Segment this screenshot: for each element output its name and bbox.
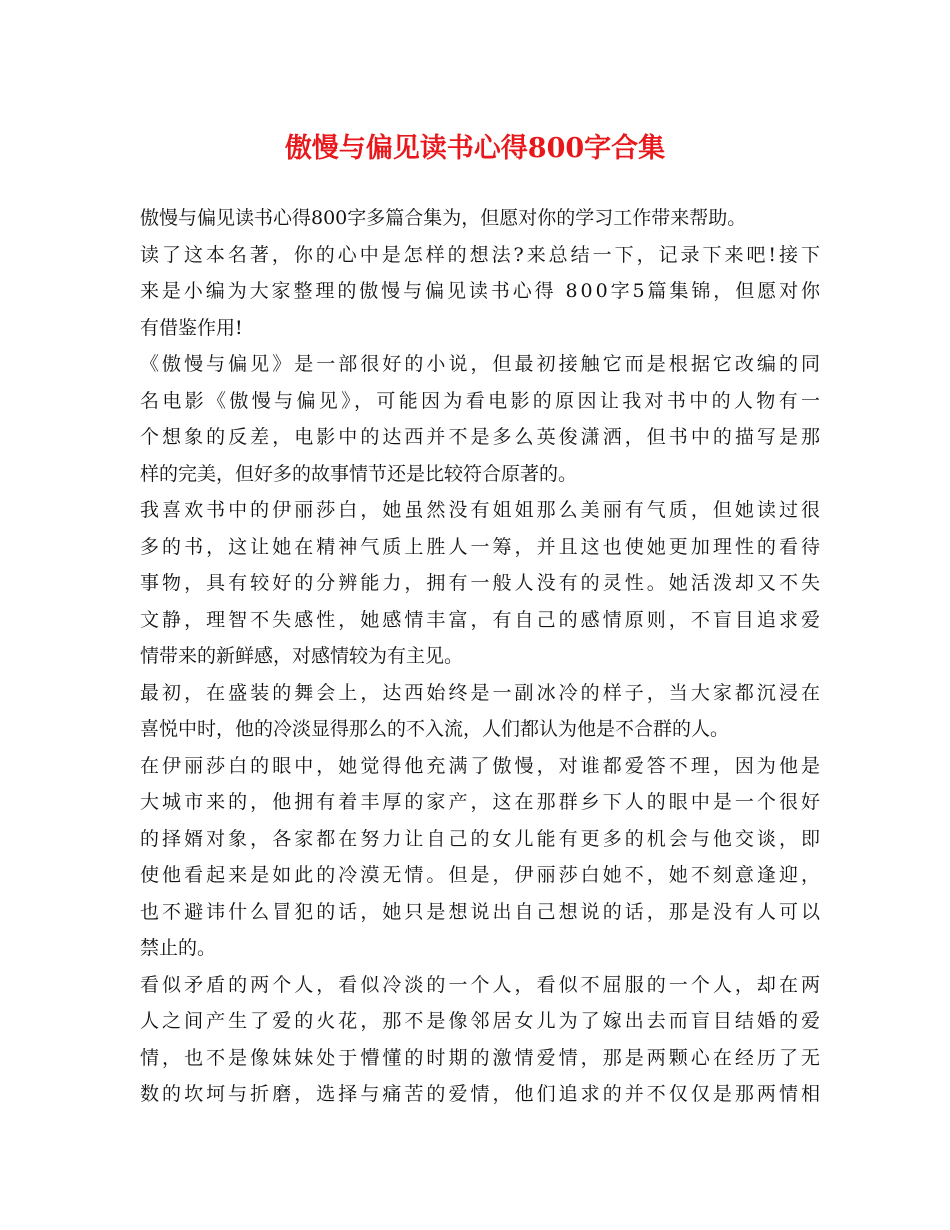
body-line: 名电影《傲慢与偏见》，可能因为看电影的原因让我对书中的人物有一: [140, 389, 824, 412]
body-line: 情带来的新鲜感，对感情较为有主见。: [140, 645, 464, 667]
body-line: 使他看起来是如此的冷漠无情。但是，伊丽莎白她不，她不刻意逢迎，: [140, 864, 824, 886]
body-line: 喜悦中时，他的冷淡显得那么的不入流，人们都认为他是不合群的人。: [140, 718, 730, 740]
body-line: 个想象的反差，电影中的达西并不是多么英俊潇洒，但书中的描写是那: [140, 426, 824, 448]
body-line: 禁止的。: [140, 937, 217, 959]
body-line: 有借鉴作用!: [140, 316, 243, 339]
body-line: 情，也不是像妹妹处于懵懂的时期的激情爱情，那是两颗心在经历了无: [140, 1046, 824, 1069]
body-line: 样的完美，但好多的故事情节还是比较符合原著的。: [140, 462, 578, 485]
body-line: 傲慢与偏见读书心得800字多篇合集为，但愿对你的学习工作带来帮助。: [140, 207, 747, 229]
body-line: 也不避讳什么冒犯的话，她只是想说出自己想说的话，那是没有人可以: [140, 900, 824, 923]
body-line: 在伊丽莎白的眼中，她觉得他充满了傲慢，对谁都爱答不理，因为他是: [140, 754, 824, 777]
body-line: 《傲慢与偏见》是一部很好的小说，但最初接触它而是根据它改编的同: [140, 353, 824, 375]
document-body: [140, 200, 824, 1113]
body-line: 看似矛盾的两个人，看似冷淡的一个人，看似不屈服的一个人，却在两: [140, 973, 824, 996]
body-line: 来是小编为大家整理的傲慢与偏见读书心得 800字5篇集锦，但愿对你: [140, 280, 823, 302]
body-line: 最初，在盛装的舞会上，达西始终是一副冰冷的样子，当大家都沉浸在: [140, 681, 824, 704]
body-line: 的择婿对象，各家都在努力让自己的女儿能有更多的机会与他交谈，即: [140, 827, 824, 850]
body-line: 读了这本名著，你的心中是怎样的想法?来总结一下，记录下来吧!接下: [140, 243, 823, 266]
body-line: 数的坎坷与折磨，选择与痛苦的爱情，他们追求的并不仅仅是那两情相: [140, 1083, 824, 1105]
body-line: 事物，具有较好的分辨能力，拥有一般人没有的灵性。她活泼却又不失: [140, 572, 824, 594]
body-line: 文静，理智不失感性，她感情丰富，有自己的感情原则，不盲目追求爱: [140, 608, 824, 631]
body-line: 多的书，这让她在精神气质上胜人一筹，并且这也使她更加理性的看待: [140, 535, 824, 558]
document-title: 傲慢与偏见读书心得800字合集: [284, 133, 666, 164]
body-line: 人之间产生了爱的火花，那不是像邻居女儿为了嫁出去而盲目结婚的爱: [140, 1010, 824, 1032]
body-line: 我喜欢书中的伊丽莎白，她虽然没有姐姐那么美丽有气质，但她读过很: [140, 499, 824, 521]
body-line: 大城市来的，他拥有着丰厚的家产，这在那群乡下人的眼中是一个很好: [140, 791, 824, 813]
